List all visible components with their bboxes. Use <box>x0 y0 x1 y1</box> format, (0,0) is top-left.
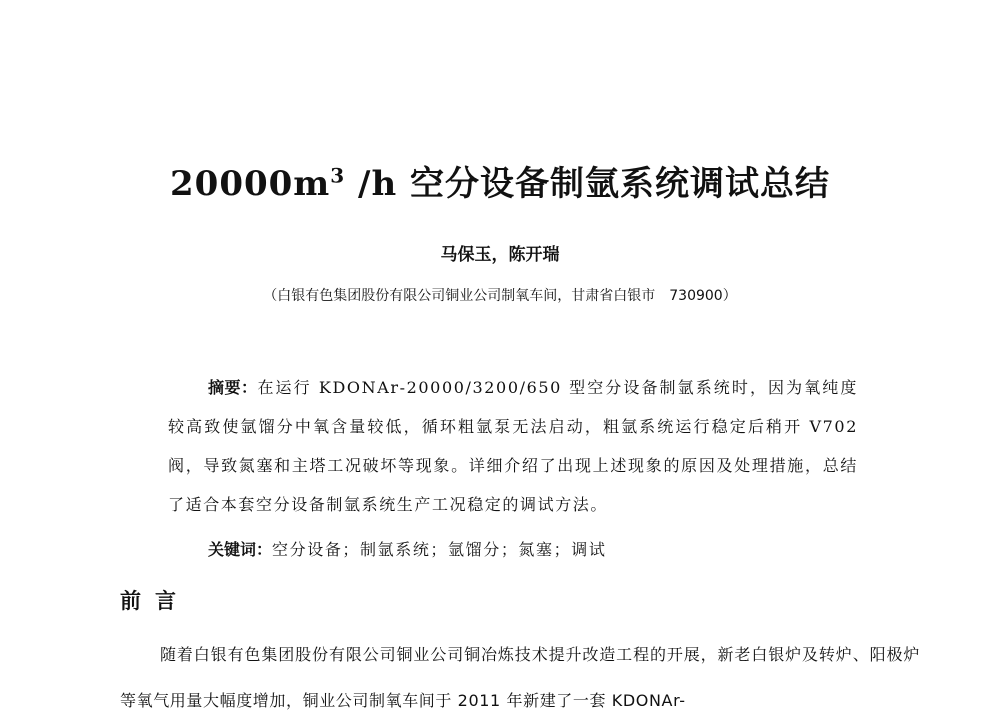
keywords <box>208 536 606 564</box>
abstract-label: 摘要： <box>208 378 258 397</box>
keywords-text: 空分设备；制氩系统；氩馏分；氮塞；调试 <box>272 540 607 559</box>
paper-affiliation: （白银有色集团股份有限公司铜业公司制氧车间，甘肃省白银市 730900） <box>263 288 737 304</box>
body-paragraph: 随着白银有色集团股份有限公司铜业公司铜冶炼技术提升改造工程的开展，新老白银炉及转炉、阳极炉等氧气用量大幅度增加，铜业公司制氧车间于 2011 年新建了一套 KDONAr- <box>120 645 920 710</box>
abstract-text: 在运行 KDONAr-20000/3200/650 型空分设备制氩系统时，因为氧纯度较高致使氩馏分中氧含量较低，循环粗氩泵无法启动，粗氩系统运行稳定后稍开 V702 阀，导致氮塞和主塔工况破坏等现象。详细介绍了出现上述现象的原因及处理措施，总结了适合本套空分设备制氩系统生产工况稳定的调试方法。 <box>168 378 858 514</box>
title-rest: /h 空分设备制氩系统调试总结 <box>345 164 830 204</box>
keywords-label: 关键词： <box>208 540 273 559</box>
title-prefix: 20000m <box>170 164 331 204</box>
title-superscript: 3 <box>330 163 346 188</box>
paper-title <box>0 158 1000 210</box>
section-heading-preface: 前言 <box>120 589 190 613</box>
abstract <box>168 368 858 524</box>
paper-authors: 马保玉，陈开瑞 <box>440 245 560 265</box>
